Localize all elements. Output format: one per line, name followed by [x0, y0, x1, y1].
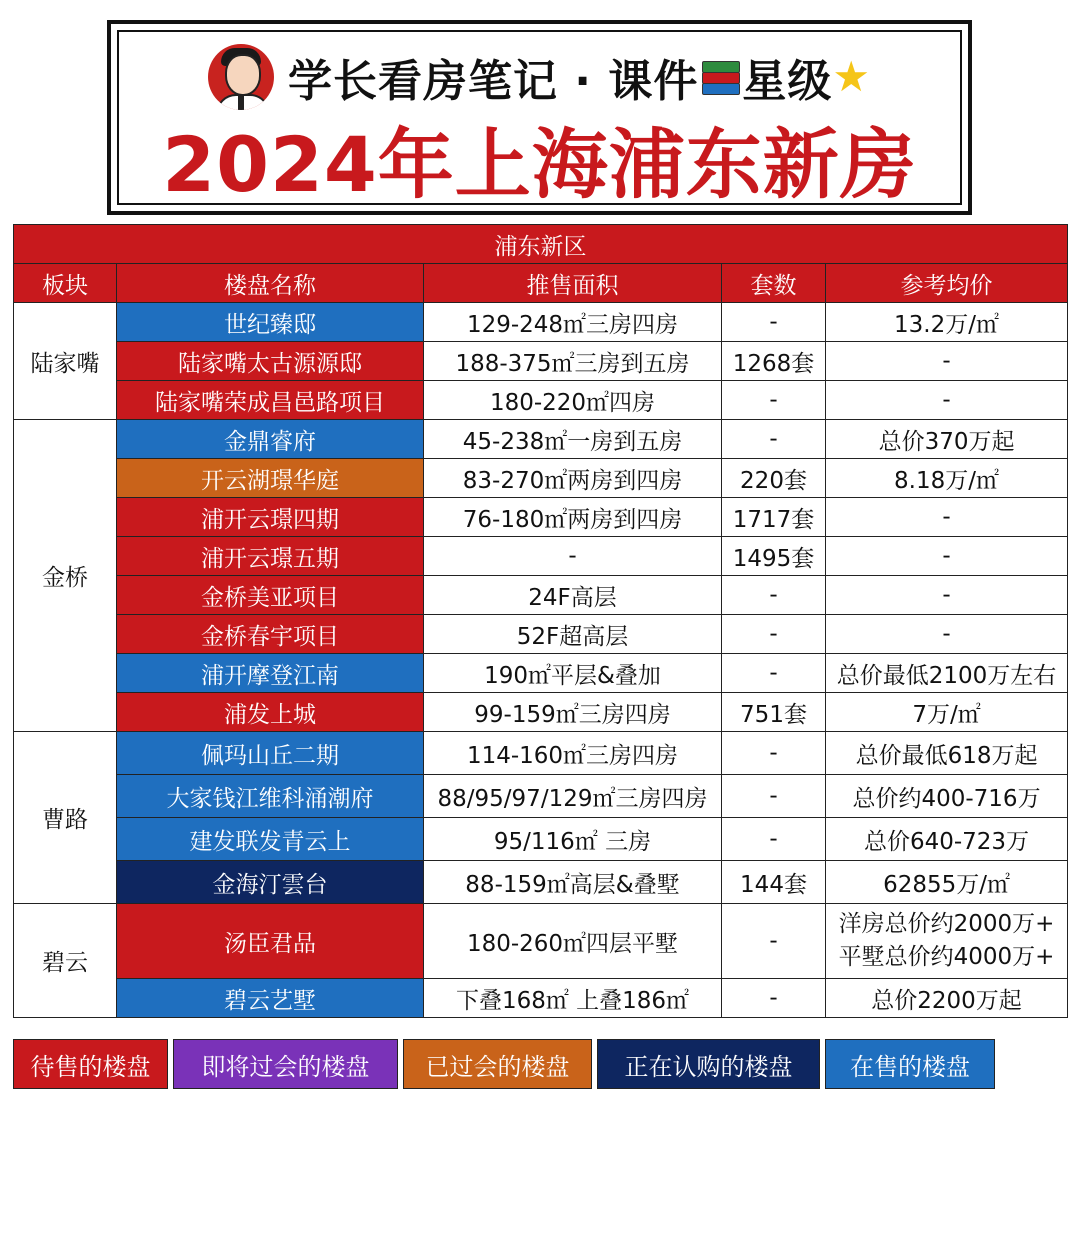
units-cell: - — [722, 818, 826, 861]
price-cell: 13.2万/㎡ — [826, 303, 1068, 342]
column-header: 推售面积 — [424, 264, 722, 303]
property-name-cell: 浦开云璟四期 — [117, 498, 424, 537]
size-cell: 180-260㎡四层平墅 — [424, 904, 722, 979]
table-row — [14, 904, 1068, 979]
star-icon: ★ — [832, 52, 871, 101]
property-name-cell: 浦开摩登江南 — [117, 654, 424, 693]
size-cell: 88-159㎡高层&叠墅 — [424, 861, 722, 904]
legend-item: 待售的楼盘 — [13, 1039, 168, 1089]
table-row — [14, 381, 1068, 420]
size-cell: 88/95/97/129㎡三房四房 — [424, 775, 722, 818]
price-line: 洋房总价约2000万+ — [838, 911, 1055, 937]
table-header-row — [14, 264, 1068, 303]
size-cell: 76-180㎡两房到四房 — [424, 498, 722, 537]
size-cell: 52F超高层 — [424, 615, 722, 654]
price-cell: - — [826, 381, 1068, 420]
table-row — [14, 537, 1068, 576]
property-name-cell: 浦开云璟五期 — [117, 537, 424, 576]
units-cell: 144套 — [722, 861, 826, 904]
price-cell: 总价最低2100万左右 — [826, 654, 1068, 693]
units-cell: - — [722, 904, 826, 979]
price-cell: 总价约400-716万 — [826, 775, 1068, 818]
units-cell: 1495套 — [722, 537, 826, 576]
table-row — [14, 818, 1068, 861]
size-cell: 83-270㎡两房到四房 — [424, 459, 722, 498]
area-cell: 金桥 — [14, 420, 117, 732]
size-cell: - — [424, 537, 722, 576]
area-cell: 碧云 — [14, 904, 117, 1018]
units-cell: 1717套 — [722, 498, 826, 537]
property-name-cell: 大家钱江维科涌潮府 — [117, 775, 424, 818]
property-name-cell: 金鼎睿府 — [117, 420, 424, 459]
property-name-cell: 浦发上城 — [117, 693, 424, 732]
table-row — [14, 654, 1068, 693]
property-name-cell: 世纪臻邸 — [117, 303, 424, 342]
legend-item: 已过会的楼盘 — [403, 1039, 592, 1089]
avatar-icon — [208, 44, 274, 110]
subtitle-text: 学长看房笔记 · 课件 — [287, 56, 699, 107]
price-cell: - — [826, 342, 1068, 381]
table-row — [14, 459, 1068, 498]
district-band-row — [14, 225, 1068, 264]
subtitle-row — [119, 42, 960, 112]
price-cell: - — [826, 498, 1068, 537]
units-cell: - — [722, 576, 826, 615]
price-line: 平墅总价约4000万+ — [838, 944, 1055, 970]
area-cell: 陆家嘴 — [14, 303, 117, 420]
price-cell: - — [826, 615, 1068, 654]
units-cell: 751套 — [722, 693, 826, 732]
table-row — [14, 693, 1068, 732]
size-cell: 99-159㎡三房四房 — [424, 693, 722, 732]
units-cell: 220套 — [722, 459, 826, 498]
property-name-cell: 陆家嘴荣成昌邑路项目 — [117, 381, 424, 420]
price-cell: 总价2200万起 — [826, 979, 1068, 1018]
table-row — [14, 979, 1068, 1018]
price-cell: - — [826, 576, 1068, 615]
units-cell: - — [722, 654, 826, 693]
table-row — [14, 342, 1068, 381]
price-cell: 总价最低618万起 — [826, 732, 1068, 775]
page-title: 2024年上海浦东新房 — [162, 120, 917, 209]
table-row — [14, 775, 1068, 818]
property-name-cell: 汤臣君品 — [117, 904, 424, 979]
property-name-cell: 陆家嘴太古源源邸 — [117, 342, 424, 381]
legend-item: 即将过会的楼盘 — [173, 1039, 398, 1089]
units-cell: - — [722, 775, 826, 818]
price-cell: 8.18万/㎡ — [826, 459, 1068, 498]
subtitle-suffix: 星级 — [742, 56, 833, 107]
units-cell: - — [722, 615, 826, 654]
header-box — [107, 20, 972, 215]
property-name-cell: 金桥春宇项目 — [117, 615, 424, 654]
table-row — [14, 420, 1068, 459]
header-inner-frame — [117, 30, 962, 209]
column-header: 楼盘名称 — [117, 264, 424, 303]
property-name-cell: 佩玛山丘二期 — [117, 732, 424, 775]
property-table — [13, 224, 1068, 1018]
table-row — [14, 576, 1068, 615]
size-cell: 24F高层 — [424, 576, 722, 615]
size-cell: 下叠168㎡ 上叠186㎡ — [424, 979, 722, 1018]
price-cell — [826, 904, 1068, 979]
column-header: 套数 — [722, 264, 826, 303]
property-name-cell: 建发联发青云上 — [117, 818, 424, 861]
size-cell: 180-220㎡四房 — [424, 381, 722, 420]
column-header: 参考均价 — [826, 264, 1068, 303]
table-row — [14, 303, 1068, 342]
size-cell: 45-238㎡一房到五房 — [424, 420, 722, 459]
units-cell: - — [722, 979, 826, 1018]
property-name-cell: 金桥美亚项目 — [117, 576, 424, 615]
price-cell: 7万/㎡ — [826, 693, 1068, 732]
column-header: 板块 — [14, 264, 117, 303]
legend — [13, 1039, 995, 1091]
price-cell: 总价370万起 — [826, 420, 1068, 459]
district-band: 浦东新区 — [14, 225, 1068, 264]
legend-item: 在售的楼盘 — [825, 1039, 995, 1089]
property-name-cell: 开云湖璟华庭 — [117, 459, 424, 498]
legend-item: 正在认购的楼盘 — [597, 1039, 820, 1089]
price-cell: 总价640-723万 — [826, 818, 1068, 861]
size-cell: 114-160㎡三房四房 — [424, 732, 722, 775]
property-name-cell: 碧云艺墅 — [117, 979, 424, 1018]
table-row — [14, 861, 1068, 904]
units-cell: 1268套 — [722, 342, 826, 381]
price-cell: 62855万/㎡ — [826, 861, 1068, 904]
subtitle — [288, 45, 871, 109]
area-cell: 曹路 — [14, 732, 117, 904]
size-cell: 190㎡平层&叠加 — [424, 654, 722, 693]
property-name-cell: 金海汀雲台 — [117, 861, 424, 904]
size-cell: 188-375㎡三房到五房 — [424, 342, 722, 381]
table-row — [14, 615, 1068, 654]
size-cell: 129-248㎡三房四房 — [424, 303, 722, 342]
units-cell: - — [722, 303, 826, 342]
units-cell: - — [722, 732, 826, 775]
units-cell: - — [722, 381, 826, 420]
units-cell: - — [722, 420, 826, 459]
price-cell: - — [826, 537, 1068, 576]
table-row — [14, 498, 1068, 537]
size-cell: 95/116㎡ 三房 — [424, 818, 722, 861]
books-icon — [700, 57, 740, 97]
table-row — [14, 732, 1068, 775]
